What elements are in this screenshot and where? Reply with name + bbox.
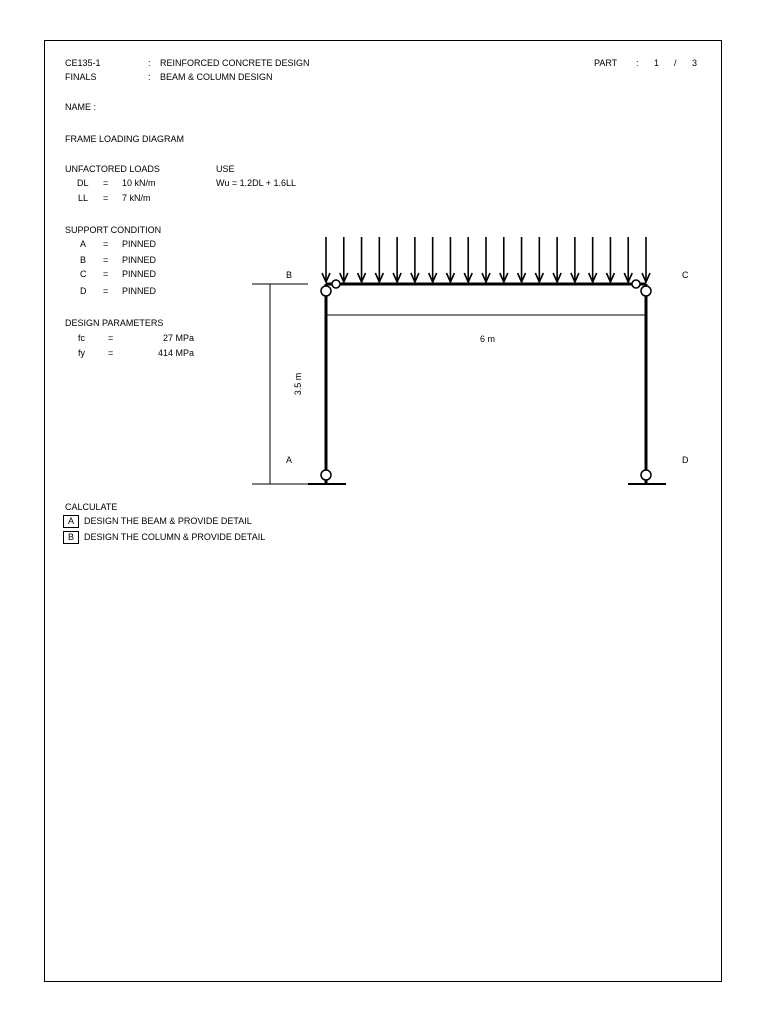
support-eq: = bbox=[103, 286, 109, 296]
support-value: PINNED bbox=[122, 269, 157, 279]
support-eq: = bbox=[103, 269, 109, 279]
load-eq: = bbox=[103, 193, 109, 203]
pin-joint-b-icon bbox=[332, 280, 340, 288]
joint-label-b: B bbox=[286, 270, 293, 280]
part-number: 1 bbox=[654, 58, 660, 68]
pin-support-d-icon bbox=[641, 470, 651, 480]
part-separator: : bbox=[636, 58, 639, 68]
part-slash: / bbox=[674, 58, 677, 68]
task-tag-box: A bbox=[63, 515, 79, 528]
supports-heading: SUPPORT CONDITION bbox=[65, 225, 162, 235]
support-eq: = bbox=[103, 239, 109, 249]
support-value: PINNED bbox=[122, 286, 157, 296]
exam-title: BEAM & COLUMN DESIGN bbox=[160, 72, 273, 82]
pin-joint-c-icon bbox=[641, 286, 651, 296]
use-heading: USE bbox=[216, 164, 235, 174]
loads-heading: UNFACTORED LOADS bbox=[65, 164, 160, 174]
load-key: LL bbox=[78, 193, 89, 203]
param-eq: = bbox=[108, 333, 114, 343]
name-label: NAME : bbox=[65, 102, 97, 112]
load-value: 10 kN/m bbox=[122, 178, 156, 188]
task-tag-box: B bbox=[63, 531, 79, 544]
param-value: 27 MPa bbox=[163, 333, 195, 343]
joint-label-c: C bbox=[682, 270, 689, 280]
param-key: fy bbox=[78, 348, 86, 358]
exam-label: FINALS bbox=[65, 72, 97, 82]
distributed-load-arrows bbox=[322, 237, 650, 282]
support-value: PINNED bbox=[122, 255, 157, 265]
load-eq: = bbox=[103, 178, 109, 188]
support-key: B bbox=[80, 255, 87, 265]
exam-separator: : bbox=[148, 72, 151, 82]
param-eq: = bbox=[108, 348, 114, 358]
support-eq: = bbox=[103, 255, 109, 265]
pin-joint-b-icon bbox=[321, 286, 331, 296]
support-key: D bbox=[80, 286, 87, 296]
part-total: 3 bbox=[692, 58, 698, 68]
course-title: REINFORCED CONCRETE DESIGN bbox=[160, 58, 310, 68]
course-code: CE135-1 bbox=[65, 58, 101, 68]
support-key: A bbox=[80, 239, 87, 249]
params-heading: DESIGN PARAMETERS bbox=[65, 318, 164, 328]
height-label: 3.5 m bbox=[293, 372, 303, 396]
param-key: fc bbox=[78, 333, 86, 343]
pin-support-a-icon bbox=[321, 470, 331, 480]
pin-joint-c-icon bbox=[632, 280, 640, 288]
task-text: DESIGN THE BEAM & PROVIDE DETAIL bbox=[84, 516, 252, 526]
load-key: DL bbox=[77, 178, 89, 188]
support-label-a: A bbox=[286, 455, 293, 465]
support-label-d: D bbox=[682, 455, 689, 465]
course-separator: : bbox=[148, 58, 151, 68]
diagram-heading: FRAME LOADING DIAGRAM bbox=[65, 134, 185, 144]
use-formula: Wu = 1.2DL + 1.6LL bbox=[216, 178, 297, 188]
span-label: 6 m bbox=[480, 334, 496, 344]
task-text: DESIGN THE COLUMN & PROVIDE DETAIL bbox=[84, 532, 266, 542]
part-label: PART bbox=[594, 58, 618, 68]
calculate-heading: CALCULATE bbox=[65, 502, 118, 512]
support-value: PINNED bbox=[122, 239, 157, 249]
support-key: C bbox=[80, 269, 87, 279]
param-value: 414 MPa bbox=[158, 348, 195, 358]
load-value: 7 kN/m bbox=[122, 193, 151, 203]
